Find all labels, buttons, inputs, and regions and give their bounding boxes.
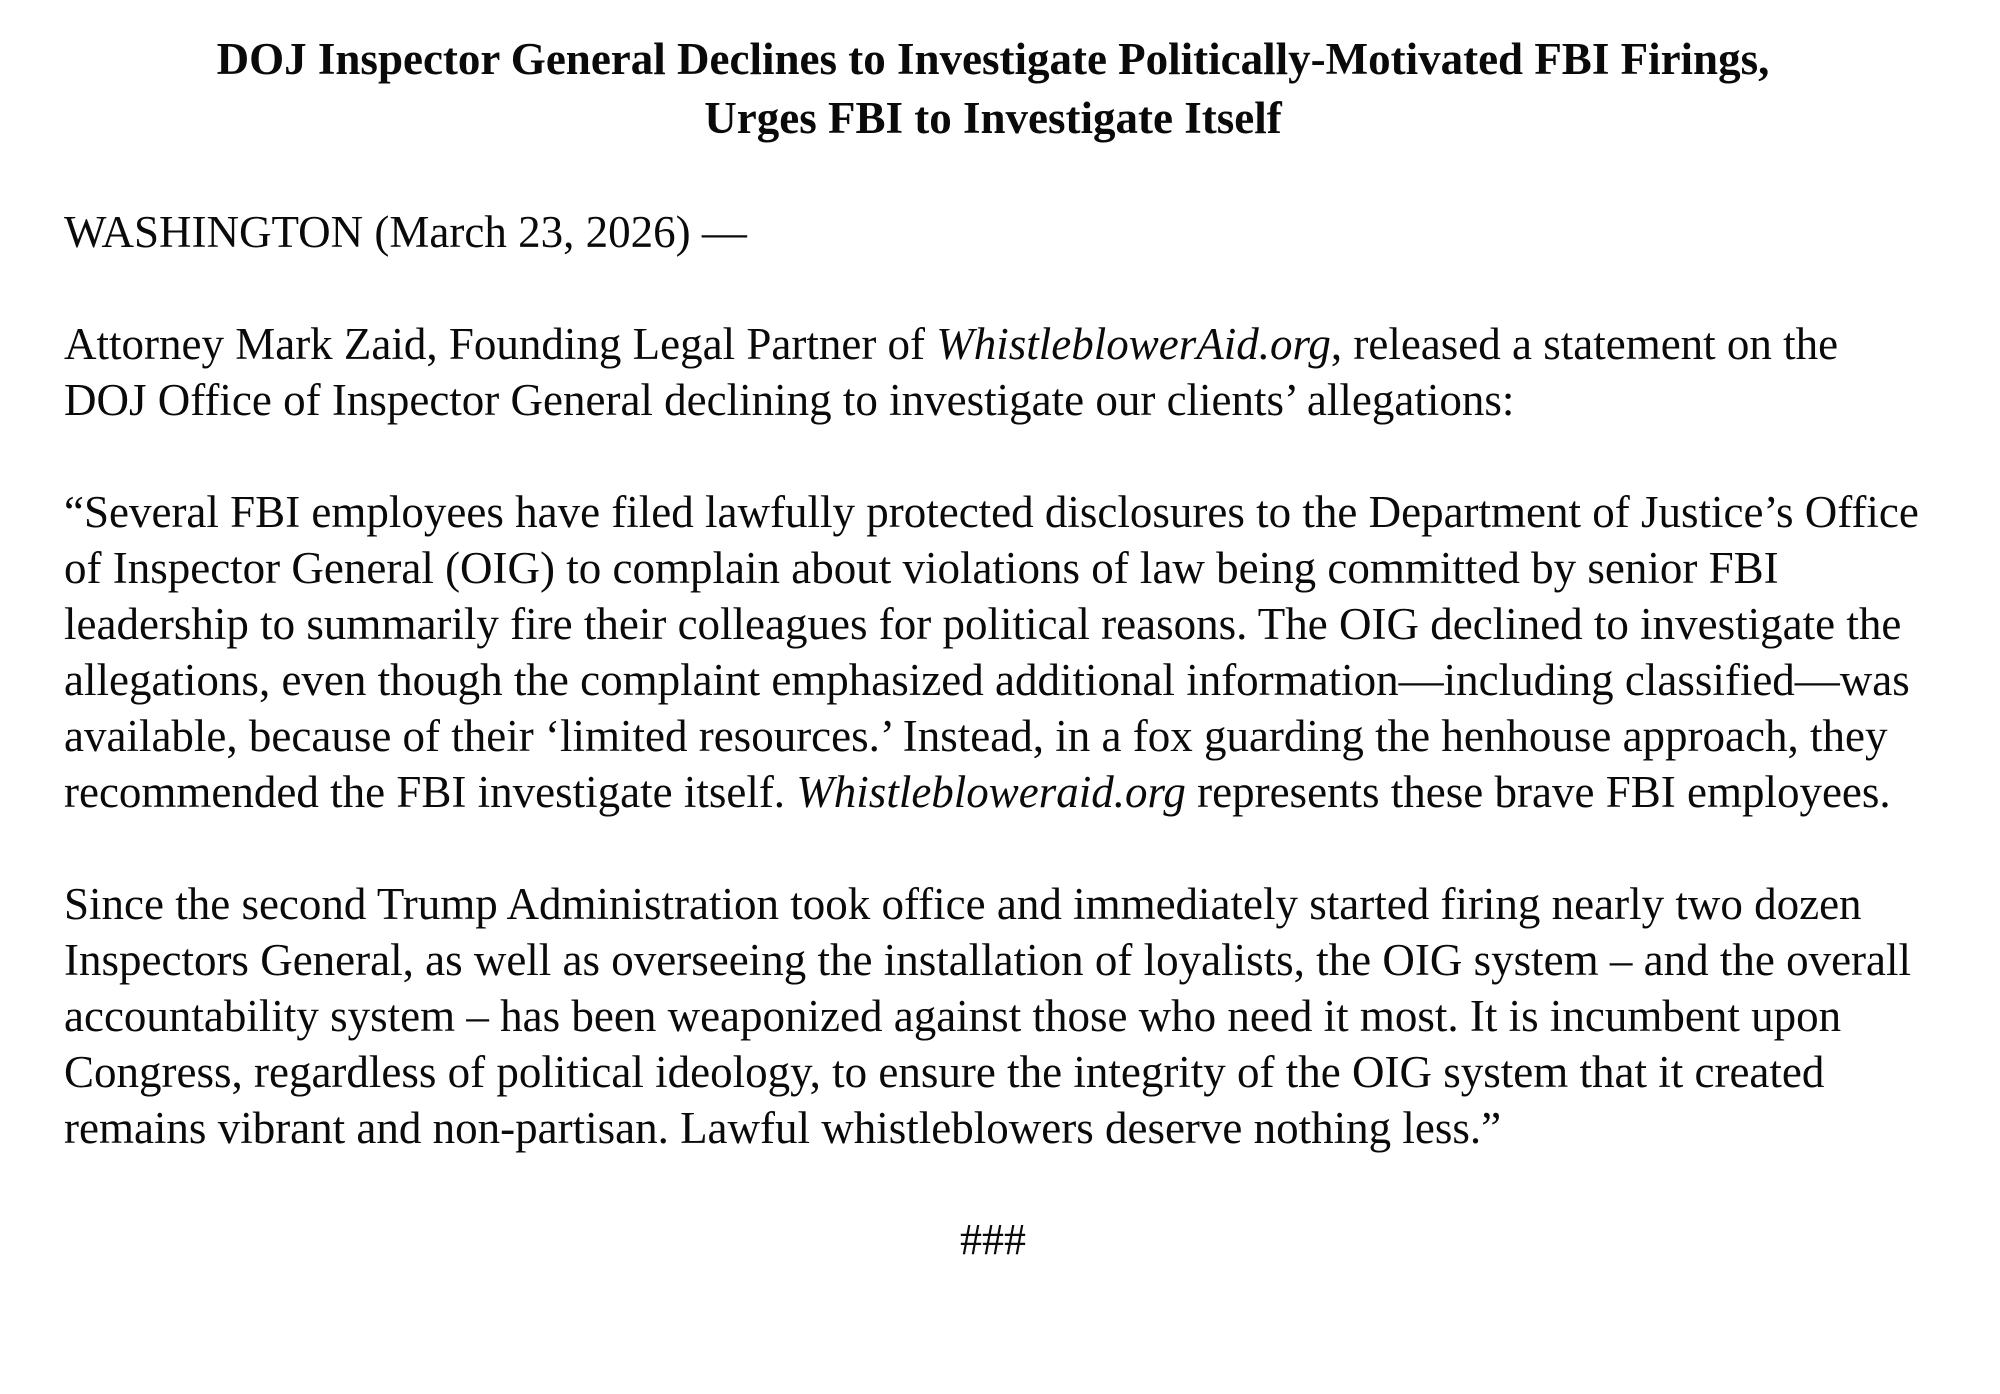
statement-paragraph-1: [64, 484, 1922, 820]
document-title: [64, 30, 1922, 148]
intro-text-before-org: Attorney Mark Zaid, Founding Legal Partner of: [64, 319, 937, 369]
org-name-second-mention: Whistlebloweraid.org: [796, 767, 1186, 817]
dateline: WASHINGTON (March 23, 2026) —: [64, 207, 747, 257]
statement1-text-before-org: “Several FBI employees have filed lawfully protected disclosures to the Department of Justice’s Office of Inspector General (OIG) to complain about violations of law being committed by senior FBI leadership to summarily fire their colleagues for political reasons. The OIG declined to investigate the allegations, even though the complaint emphasized additional information—including classified—was available, because of their ‘limited resources.’ Instead, in a fox guarding the henhouse approach, they recommended the FBI investigate itself.: [64, 487, 1919, 817]
statement1-text-after-org: represents these brave FBI employees.: [1185, 767, 1891, 817]
org-name-first-mention: WhistleblowerAid.org: [936, 319, 1331, 369]
statement-paragraph-2: Since the second Trump Administration took office and immediately started firing nearly two dozen Inspectors General, as well as overseeing the installation of loyalists, the OIG system – and the overall accountability system – has been weaponized against those who need it most. It is incumbent upon Congress, regardless of political ideology, to ensure the integrity of the OIG system that it created remains vibrant and non-partisan. Lawful whistleblowers deserve nothing less.”: [64, 879, 1911, 1153]
end-mark: ###: [960, 1215, 1026, 1264]
intro-text-after-org: , released a statement on the DOJ Office of Inspector General declining to investigate our clients’ allegations:: [64, 319, 1839, 425]
title-line-2: Urges FBI to Investigate Itself: [704, 93, 1282, 143]
intro-paragraph: [64, 316, 1922, 428]
title-line-1: DOJ Inspector General Declines to Investigate Politically-Motivated FBI Firings,: [216, 34, 1770, 84]
